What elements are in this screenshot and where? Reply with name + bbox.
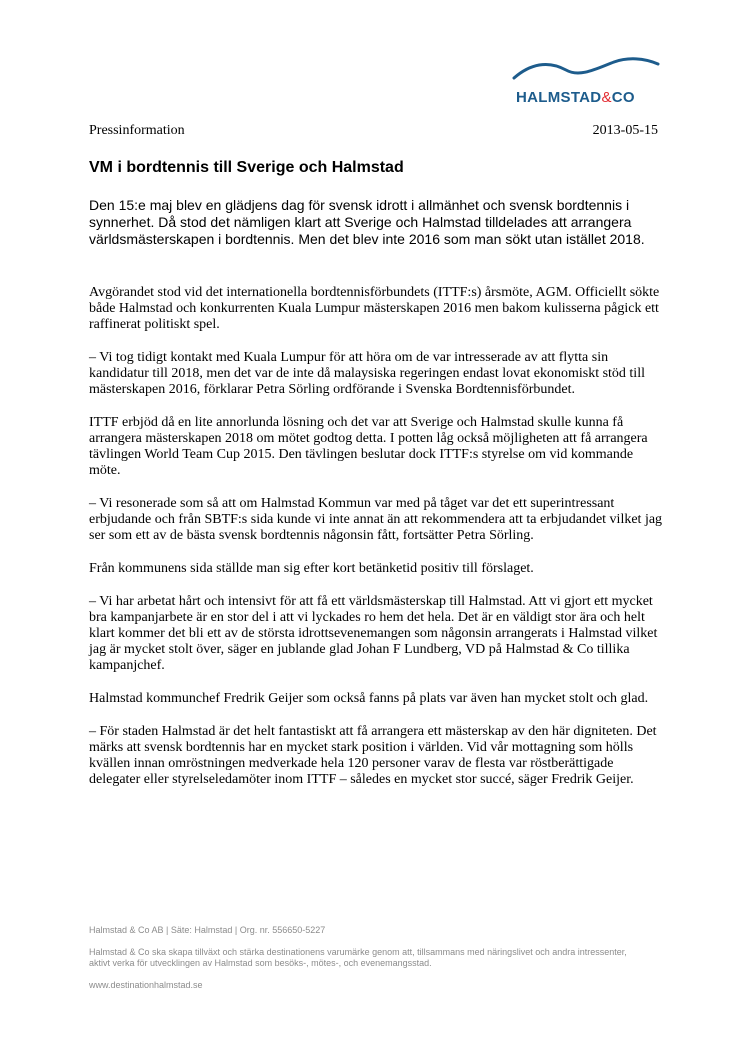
logo-name: HALMSTAD xyxy=(516,89,602,106)
document-header xyxy=(89,123,658,139)
body-paragraph: Från kommunens sida ställde man sig efter kort betänketid positiv till förslaget. xyxy=(89,561,534,576)
page-footer xyxy=(89,925,649,1002)
body-paragraph: – Vi har arbetat hårt och intensivt för att få ett världsmästerskap till Halmstad. Att vi gjort ett mycket bra kampanjarbete är en stor del i att vi lyckades ro hem det hela. Det är en väldigt stor ära och helt klart kommer det bli ett av de största idrottsevenemangen som någonsin arrangerats i Halmstad vilket jag är mycket stolt över, säger en jublande glad Johan F Lundberg, VD på Halmstad & Co tillika kampanjchef. xyxy=(89,594,658,673)
logo-ampersand: & xyxy=(601,89,612,106)
body-paragraph: – För staden Halmstad är det helt fantastiskt att få arrangera ett mästerskap av den här digniteten. Det märks att svensk bordtennis har en mycket stark position i världen. Vid vår mottagning som hölls kvällen innan omröstningen medverkade hela 120 personer varav de flesta var röstberättigade delegater eller styrelseledamöter inom ITTF – således en mycket stor succé, säger Fredrik Geijer. xyxy=(89,724,657,787)
document-date: 2013-05-15 xyxy=(592,123,658,138)
body-paragraph: Halmstad kommunchef Fredrik Geijer som också fanns på plats var även han mycket stolt och glad. xyxy=(89,691,649,706)
footer-website[interactable]: www.destinationhalmstad.se xyxy=(89,980,203,990)
article-lead: Den 15:e maj blev en glädjens dag för svensk idrott i allmänhet och svensk bordtennis i synnerhet. Då stod det nämligen klart att Sverige och Halmstad tilldelades att arrangera världsmästerskapen i bordtennis. Men det blev inte 2016 som man sökt utan istället 2018. xyxy=(89,197,645,247)
body-paragraph: Avgörandet stod vid det internationella bordtennisförbundets (ITTF:s) årsmöte, AGM. Officiellt sökte både Halmstad och konkurrenten Kuala Lumpur mästerskapen 2016 men bakom kulisserna pågick ett raffinerat politiskt spel. xyxy=(89,285,660,332)
article-body xyxy=(89,285,664,805)
footer-mission: Halmstad & Co ska skapa tillväxt och stärka destinationens varumärke genom att, tillsammans med näringslivet och andra intressenter, aktivt verka för utvecklingen av Halmstad som besöks-, mötes-, och evenemangsstad. xyxy=(89,947,627,968)
logo-suffix: CO xyxy=(611,89,635,106)
article-title: VM i bordtennis till Sverige och Halmstad xyxy=(89,159,404,176)
body-paragraph: ITTF erbjöd då en lite annorlunda lösning och det var att Sverige och Halmstad skulle kunna få arrangera mästerskapen 2018 om mötet godtog detta. I potten låg också möjligheten att få arrangera tävlingen World Team Cup 2015. Den tävlingen beslutar dock ITTF:s styrelse om vid kommande möte. xyxy=(89,415,648,478)
logo-wordmark xyxy=(516,89,635,106)
footer-company-info: Halmstad & Co AB | Säte: Halmstad | Org. nr. 556650-5227 xyxy=(89,925,326,935)
body-paragraph: – Vi tog tidigt kontakt med Kuala Lumpur för att höra om de var intresserade av att flytta sin kandidatur till 2018, men det var de inte då malaysiska regeringen endast lovat ekonomiskt stöd till mästerskapen 2016, förklarar Petra Sörling ordförande i Svenska Bordtennisförbundet. xyxy=(89,350,645,397)
document-label: Pressinformation xyxy=(89,123,185,138)
company-logo xyxy=(510,56,660,112)
wave-icon xyxy=(510,56,660,86)
body-paragraph: – Vi resonerade som så att om Halmstad Kommun var med på tåget var det ett superintressant erbjudande och från SBTF:s sida kunde vi inte annat än att rekommendera att ta erbjudandet vilket jag ser som ett av de bästa svensk bordtennis någonsin fått, fortsätter Petra Sörling. xyxy=(89,496,663,543)
